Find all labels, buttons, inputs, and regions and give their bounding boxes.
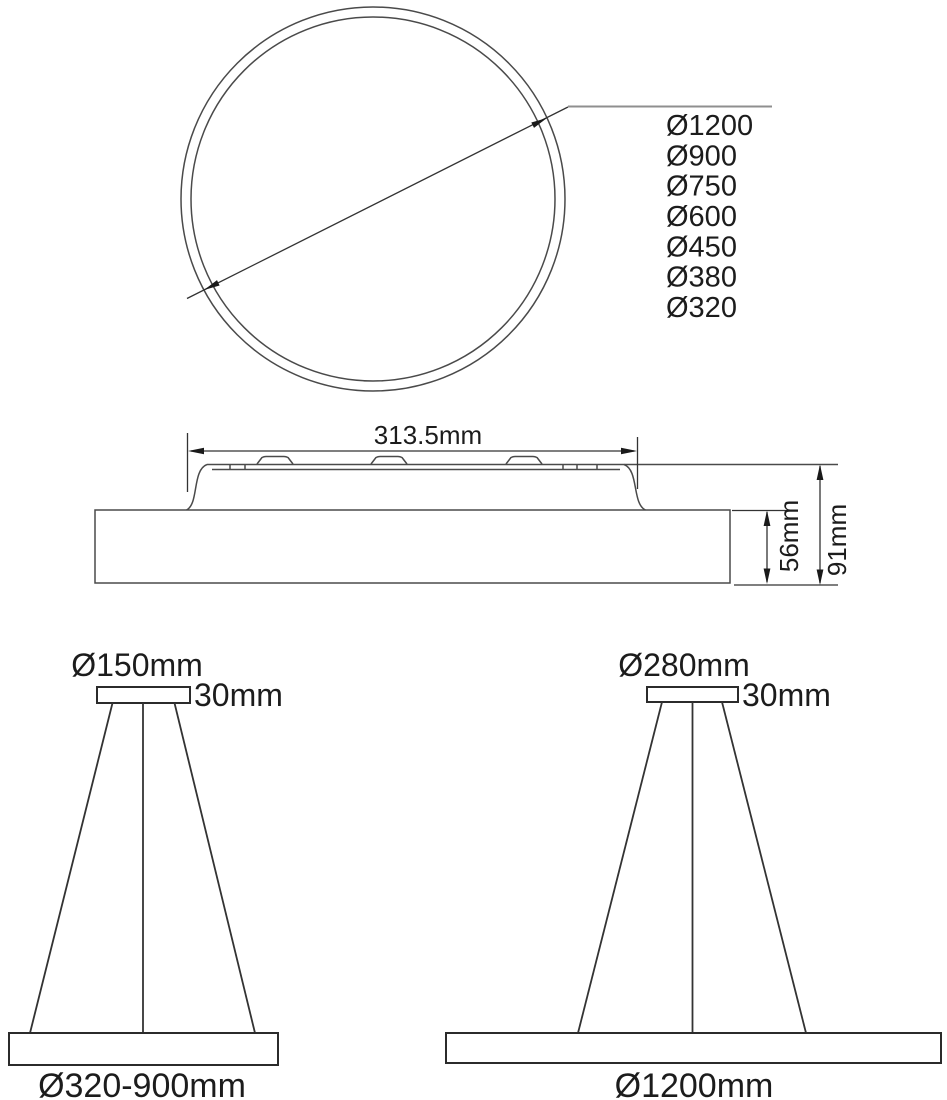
diameter-option-label: Ø380 (666, 261, 737, 294)
width-arrowhead-left (188, 448, 204, 455)
diameter-option-label: Ø450 (666, 231, 737, 264)
width-dimension-label: 313.5mm (373, 420, 483, 450)
ring-diameter-label: Ø320-900mm (38, 1067, 246, 1100)
ring-profile (446, 1033, 941, 1063)
canopy-thickness-label: 30mm (194, 677, 283, 713)
mount-plate-left-curve (187, 465, 208, 511)
connector-bump (371, 457, 407, 465)
body-height-arrowhead-bottom (764, 569, 771, 585)
canopy-diameter-label: Ø280mm (618, 647, 750, 683)
ring-profile (9, 1033, 278, 1065)
suspension-cable-left (30, 703, 113, 1033)
diameter-option-label: Ø900 (666, 140, 737, 173)
pendant-small-view (9, 647, 283, 1100)
lamp-body-profile (95, 510, 730, 583)
body-height-arrowhead-top (764, 511, 771, 527)
connector-bump (257, 457, 293, 465)
diameter-option-label: Ø750 (666, 170, 737, 203)
suspension-cable-right (722, 702, 806, 1033)
diameter-arrowhead-lower (204, 280, 220, 290)
mount-plate-right-curve (624, 465, 646, 511)
lamp-outer-circle (181, 7, 565, 391)
side-view (95, 420, 852, 585)
width-arrowhead-right (621, 448, 637, 455)
diameter-option-label: Ø1200 (666, 110, 754, 142)
connector-bump (506, 457, 542, 465)
diameter-option-label: Ø600 (666, 201, 737, 233)
suspension-cable-left (578, 702, 662, 1033)
canopy-profile (97, 687, 190, 703)
body-height-label: 56mm (774, 499, 804, 573)
ring-diameter-label: Ø1200mm (614, 1067, 774, 1100)
diameter-options-list (666, 110, 753, 324)
canopy-profile (647, 687, 738, 702)
suspension-cable-right (175, 703, 256, 1033)
total-height-arrowhead-top (817, 465, 824, 481)
canopy-thickness-label: 30mm (742, 677, 831, 713)
top-view (181, 7, 772, 391)
diameter-option-label: Ø320 (666, 292, 737, 324)
canopy-diameter-label: Ø150mm (71, 647, 203, 683)
diameter-dimension-line (187, 107, 568, 299)
lamp-inner-circle (191, 17, 555, 381)
total-height-label: 91mm (822, 503, 852, 577)
pendant-large-view (446, 647, 941, 1100)
